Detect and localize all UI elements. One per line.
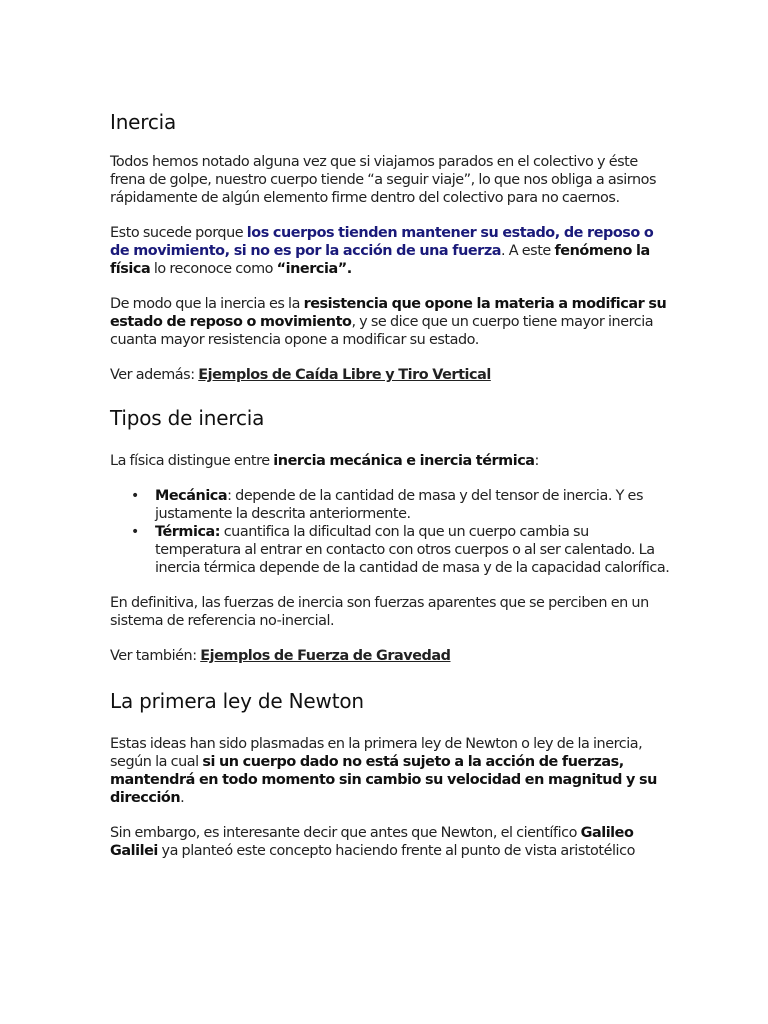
paragraph-resistencia [110,295,670,349]
text: Estas ideas han sido plasmadas en la primera ley de Newton o ley de la inercia, según la cual [110,736,643,770]
see-also-gravedad [110,647,670,665]
bold-term: Térmica: [155,524,221,540]
text: Esto sucede porque [110,225,247,241]
text: cuantifica la dificultad con la que un cuerpo cambia su temperatura al entrar en contacto con otros cuerpos o al ser calentado. La inercia térmica depende de la cantidad de masa y de la capacidad calorífica. [155,524,670,576]
bold-term: resistencia que opone la materia a modificar su estado de reposo o movimiento [110,296,667,330]
link-caida-libre[interactable]: Ejemplos de Caída Libre y Tiro Vertical [198,367,491,383]
text: . A este [501,243,555,259]
paragraph-tipos-intro [110,452,670,470]
list-item-termica [110,523,670,577]
article-content [110,108,670,877]
paragraph-galileo [110,824,670,860]
text: , y se dice que un cuerpo tiene mayor inercia cuanta mayor resistencia opone a modificar su estado. [110,314,654,348]
see-also-label: Ver además: [110,367,199,383]
text: . [180,790,185,806]
see-also-label: Ver también: [110,648,201,664]
heading-primera-ley-newton: La primera ley de Newton [110,689,364,713]
text: La física distingue entre [110,453,274,469]
paragraph-inercia-definition [110,224,670,278]
text: lo reconoce como [150,261,277,277]
text: ya planteó este concepto haciendo frente al punto de vista aristotélico [157,843,635,859]
see-also-caida-libre [110,366,670,384]
heading-inercia: Inercia [110,110,177,134]
text: : depende de la cantidad de masa y del tensor de inercia. Y es justamente la descrita anteriormente. [155,488,644,522]
paragraph-newton-ley [110,735,670,807]
tipos-list [110,487,670,577]
bullet-icon: • [131,524,139,540]
text: De modo que la inercia es la [110,296,304,312]
list-item-mecanica [110,487,670,523]
bold-term: inercia mecánica e inercia térmica [273,453,535,469]
paragraph-intro: Todos hemos notado alguna vez que si viajamos parados en el colectivo y éste frena de golpe, nuestro cuerpo tiende “a seguir viaje”, lo que nos obliga a asirnos rápidamente de algún elemento firme dentro del colectivo para no caernos. [110,154,657,206]
bold-term-galileo: Galileo Galilei [110,825,634,859]
text: : [534,453,539,469]
paragraph-definitiva: En definitiva, las fuerzas de inercia son fuerzas aparentes que se perciben en un sistema de referencia no-inercial. [110,595,649,629]
link-fuerza-gravedad[interactable]: Ejemplos de Fuerza de Gravedad [200,648,451,664]
bold-term: fenómeno la física [110,243,650,277]
bold-term: Mecánica [155,488,228,504]
text: Sin embargo, es interesante decir que antes que Newton, el científico [110,825,581,841]
bullet-icon: • [131,488,139,504]
bold-term-inercia: “inercia”. [276,261,352,277]
bold-term: si un cuerpo dado no está sujeto a la acción de fuerzas, mantendrá en todo momento sin cambio su velocidad en magnitud y su dirección [110,754,657,806]
heading-tipos-de-inercia: Tipos de inercia [110,406,265,430]
highlighted-definition: los cuerpos tienden mantener su estado, de reposo o de movimiento, si no es por la acción de una fuerza [110,225,654,259]
